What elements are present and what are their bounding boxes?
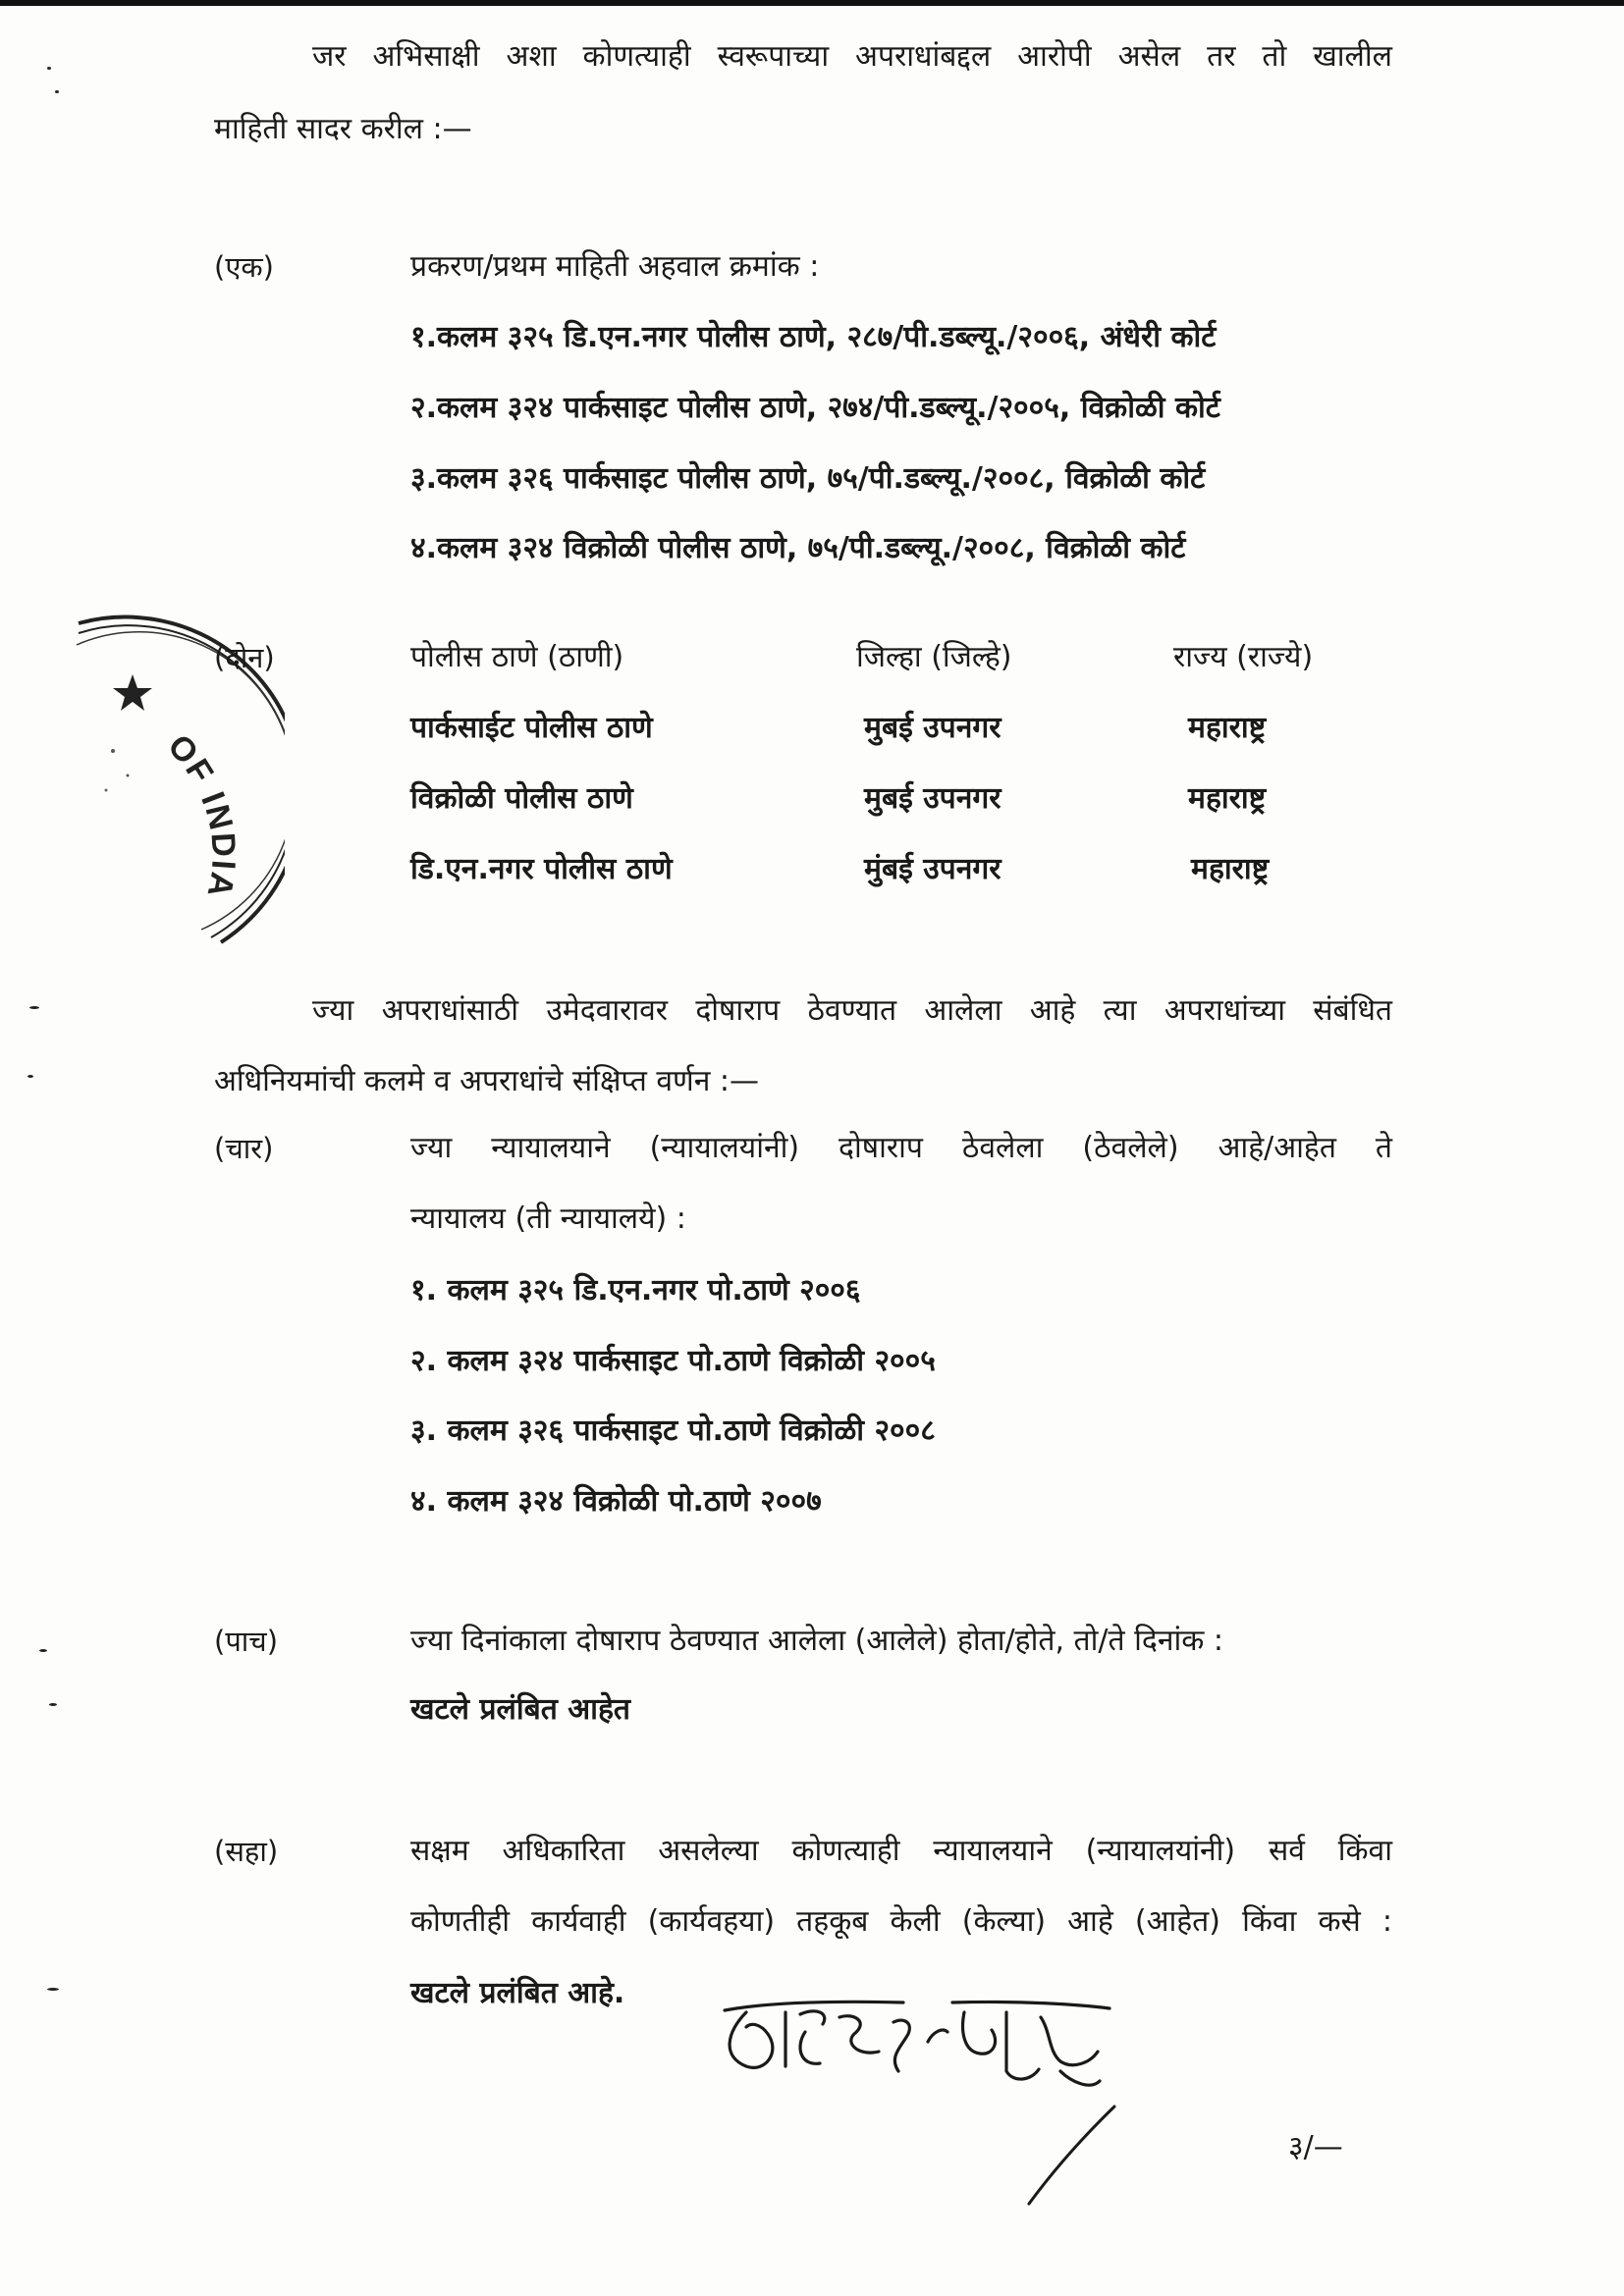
scan-speck — [47, 1988, 59, 1991]
item2-row3-district: मुंबई उपनगर — [864, 852, 1001, 886]
item4-line-1: ज्या न्यायालयाने (न्यायालयांनी) दोषाराप ठेवलेला (ठेवलेले) आहे/आहेत ते — [410, 1131, 1392, 1165]
scan-speck — [39, 1649, 47, 1652]
scan-speck — [55, 90, 59, 93]
item2-row2-state: महाराष्ट्र — [1188, 781, 1267, 816]
item3-line-2: अधिनियमांची कलमे व अपराधांचे संक्षिप्त वर्णन :— — [214, 1064, 760, 1098]
item4-entry-2: २. कलम ३२४ पार्कसाइट पो.ठाणे विक्रोळी २००५ — [410, 1344, 936, 1378]
item1-heading: प्रकरण/प्रथम माहिती अहवाल क्रमांक : — [410, 249, 820, 284]
item1-entry-3: ३.कलम ३२६ पार्कसाइट पोलीस ठाणे, ७५/पी.डब्ल्यू./२००८, विक्रोळी कोर्ट — [410, 461, 1206, 496]
svg-text:OF INDIA — [160, 727, 243, 902]
scan-speck — [29, 1006, 39, 1009]
item2-header-state: राज्य (राज्ये) — [1173, 640, 1314, 674]
item5-label: (पाच) — [214, 1625, 279, 1658]
item1-entry-2: २.कलम ३२४ पार्कसाइट पोलीस ठाणे, २७४/पी.डब्ल्यू./२००५, विक्रोळी कोर्ट — [410, 391, 1220, 425]
item2-header-district: जिल्हा (जिल्हे) — [856, 640, 1012, 674]
scan-speck — [47, 67, 51, 70]
seal-text: OF INDIA — [160, 727, 244, 902]
item3-line-1: ज्या अपराधांसाठी उमेदवारावर दोषाराप ठेवण्यात आलेला आहे त्या अपराधांच्या संबंधित — [312, 993, 1392, 1028]
scan-top-border — [0, 0, 1624, 6]
signature-text: दिनेश राजभर — [707, 1973, 712, 1974]
item4-entry-1: १. कलम ३२५ डि.एन.नगर पो.ठाणे २००६ — [410, 1273, 861, 1308]
item4-label: (चार) — [214, 1132, 274, 1165]
item2-row3-station: डि.एन.नगर पोलीस ठाणे — [410, 852, 673, 886]
item1-label: (एक) — [214, 250, 274, 284]
item4-line-2: न्यायालय (ती न्यायालये) : — [410, 1201, 686, 1236]
intro-line-1: जर अभिसाक्षी अशा कोणत्याही स्वरूपाच्या अपराधांबद्दल आरोपी असेल तर तो खालील — [312, 39, 1392, 74]
item1-entry-4: ४.कलम ३२४ विक्रोळी पोलीस ठाणे, ७५/पी.डब्ल्यू./२००८, विक्रोळी कोर्ट — [410, 531, 1186, 565]
scan-speck — [49, 1703, 57, 1706]
item2-row1-state: महाराष्ट्र — [1188, 711, 1267, 745]
item2-row1-district: मुबई उपनगर — [864, 711, 1001, 745]
item1-entry-1: १.कलम ३२५ डि.एन.नगर पोलीस ठाणे, २८७/पी.डब्ल्यू./२००६, अंधेरी कोर्ट — [410, 320, 1217, 354]
page-number: ३/— — [1288, 2130, 1343, 2164]
item2-header-station: पोलीस ठाणे (ठाणी) — [410, 640, 624, 674]
item2-row2-station: विक्रोळी पोलीस ठाणे — [410, 781, 633, 816]
item5-answer: खटले प्रलंबित आहेत — [410, 1692, 630, 1727]
signature — [707, 1973, 1119, 2101]
item2-label: (दोन) — [214, 641, 275, 674]
item6-line-2: कोणतीही कार्यवाही (कार्यवहया) तहकूब केली (केल्या) आहे (आहेत) किंवा कसे : — [410, 1904, 1392, 1939]
scan-speck — [27, 1075, 33, 1078]
item4-entry-4: ४. कलम ३२४ विक्रोळी पो.ठाणे २००७ — [410, 1484, 822, 1519]
item2-row2-district: मुबई उपनगर — [864, 781, 1001, 816]
item2-row3-state: महाराष्ट्र — [1191, 852, 1270, 886]
item2-row1-station: पार्कसाईट पोलीस ठाणे — [410, 711, 653, 745]
pen-stroke — [1021, 2101, 1119, 2209]
item6-answer: खटले प्रलंबित आहे. — [410, 1976, 625, 2010]
intro-line-2: माहिती सादर करील :— — [214, 112, 472, 146]
item5-line-1: ज्या दिनांकाला दोषाराप ठेवण्यात आलेला (आलेले) होता/होते, तो/ते दिनांक : — [410, 1624, 1223, 1658]
item6-line-1: सक्षम अधिकारिता असलेल्या कोणत्याही न्यायालयाने (न्यायालयांनी) सर्व किंवा — [410, 1834, 1392, 1868]
item6-label: (सहा) — [214, 1835, 279, 1868]
item4-entry-3: ३. कलम ३२६ पार्कसाइट पो.ठाणे विक्रोळी २००८ — [410, 1414, 936, 1448]
